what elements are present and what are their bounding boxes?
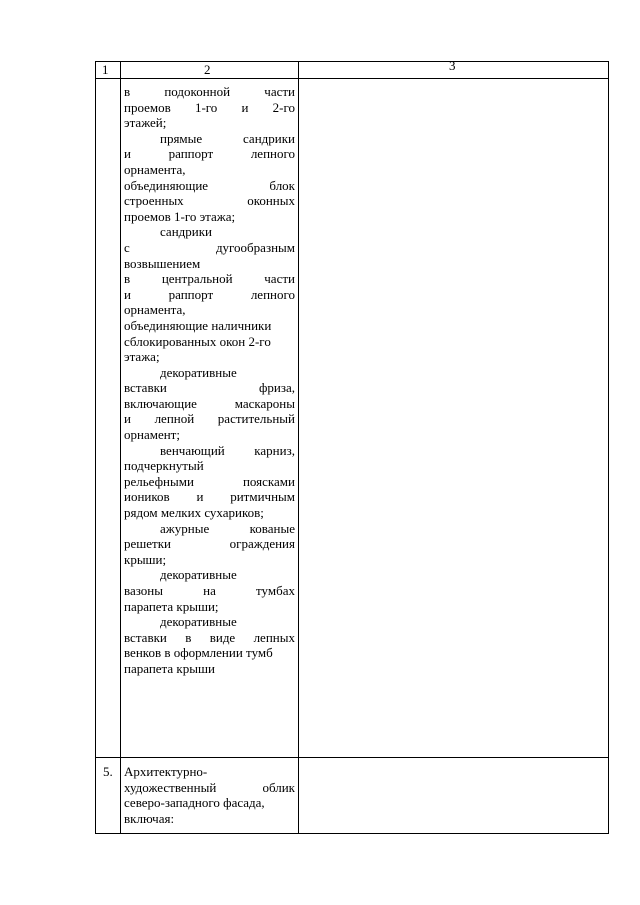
document-table: [95, 58, 609, 834]
text-line: декоративные: [160, 364, 237, 380]
text-line: крыши;: [124, 551, 167, 567]
text-line: с дугообразным: [124, 239, 295, 255]
column-divider: [298, 62, 299, 833]
text-line: и раппорт лепного: [124, 286, 295, 302]
text-line: венчающий карниз,: [160, 442, 295, 458]
text-line: орнамента,: [124, 302, 186, 318]
text-line: этажа;: [124, 349, 160, 365]
text-line: и раппорт лепного: [124, 146, 295, 162]
text-line: вставки в виде лепных: [124, 629, 295, 645]
text-line: парапета крыши;: [124, 598, 219, 614]
text-line: иоников и ритмичным: [124, 489, 295, 505]
text-line: включая:: [124, 810, 175, 826]
text-line: вазоны на тумбах: [124, 583, 295, 598]
column-header-2: 2: [204, 62, 211, 77]
text-line: вставки фриза,: [124, 380, 295, 396]
text-line: в подоконной части: [124, 84, 295, 99]
text-line: объединяющие наличники: [124, 317, 272, 333]
text-line: проемов 1-го и 2-го: [124, 99, 295, 115]
column-header-1: 1: [102, 62, 109, 77]
row-number: 5.: [103, 764, 113, 779]
row-5-description-cell: [124, 764, 295, 826]
column-header-3: 3: [449, 58, 456, 73]
text-line: орнамента,: [124, 161, 186, 177]
column-divider: [120, 62, 121, 833]
text-line: и лепной растительный: [124, 411, 295, 427]
text-line: северо-западного фасада,: [124, 795, 265, 811]
text-line: решетки ограждения: [124, 536, 295, 552]
text-line: возвышением: [124, 255, 201, 271]
text-line: прямые сандрики: [160, 130, 295, 146]
text-line: Архитектурно-: [124, 764, 208, 779]
row-divider: [96, 757, 608, 758]
text-line: объединяющие блок: [124, 177, 295, 193]
text-line: проемов 1-го этажа;: [124, 208, 236, 224]
text-line: орнамент;: [124, 427, 180, 443]
text-line: художественный облик: [124, 779, 295, 795]
text-line: строенных оконных: [124, 193, 295, 209]
text-line: сандрики: [160, 224, 212, 240]
header-row-divider: [96, 78, 608, 79]
description-cell: [124, 84, 295, 677]
text-line: декоративные: [160, 567, 237, 583]
text-line: рядом мелких сухариков;: [124, 505, 264, 521]
text-line: декоративные: [160, 614, 237, 630]
text-line: венков в оформлении тумб: [124, 645, 273, 661]
text-line: сблокированных окон 2-го: [124, 333, 271, 349]
text-line: ажурные кованые: [160, 520, 295, 536]
text-line: парапета крыши: [124, 660, 215, 676]
text-line: подчеркнутый: [124, 458, 204, 474]
text-line: включающие маскароны: [124, 395, 295, 411]
text-line: рельефными поясками: [124, 473, 295, 489]
text-line: в центральной части: [124, 271, 295, 287]
text-line: этажей;: [124, 115, 167, 131]
